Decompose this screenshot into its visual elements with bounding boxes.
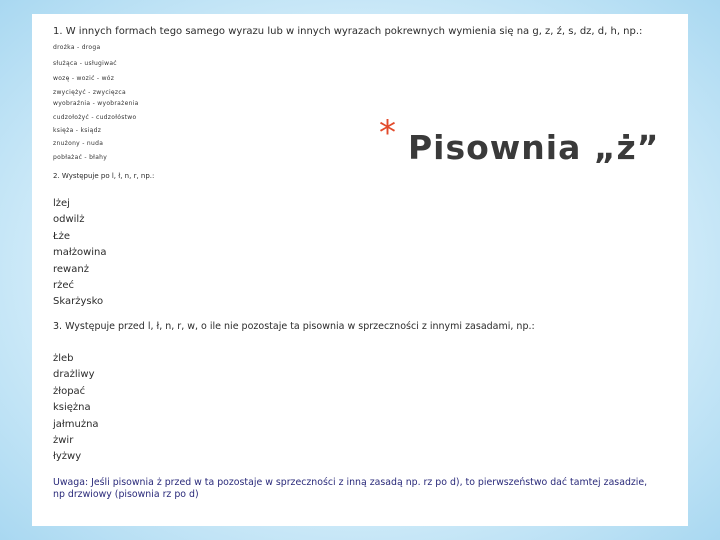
list-item: rżeć bbox=[53, 280, 75, 292]
title-asterisk: * bbox=[379, 113, 396, 153]
example-1-4: zwyciężyć - zwycięzca bbox=[53, 89, 126, 96]
list-item: żwir bbox=[53, 435, 74, 447]
list-item: lżej bbox=[53, 198, 70, 209]
list-item: żleb bbox=[53, 353, 74, 364]
list-item: odwilż bbox=[53, 214, 85, 226]
rule-3: 3. Występuje przed l, ł, n, r, w, o ile nie pozostaje ta pisownia w sprzeczności z innymi zasadami, np.: bbox=[53, 321, 535, 332]
example-1-7: księża - ksiądz bbox=[53, 127, 102, 134]
example-1-6: cudzołożyć - cudzołóstwo bbox=[53, 114, 137, 121]
list-item: jałmużna bbox=[53, 418, 99, 430]
list-item: Łże bbox=[53, 230, 71, 242]
note: Uwaga: Jeśli pisownia ż przed w ta pozostaje w sprzeczności z inną zasadą np. rz po d), to pierwszeństwo dać tamtej zasadzie, np drzwiowy (pisownia rz po d) bbox=[53, 477, 648, 500]
examples-2-list bbox=[53, 196, 107, 311]
list-item: Skarżysko bbox=[53, 296, 104, 308]
list-item: łyżwy bbox=[53, 451, 82, 463]
list-item: żłopać bbox=[53, 385, 86, 397]
examples-3-list bbox=[53, 351, 99, 466]
slide-panel bbox=[32, 14, 688, 526]
example-1-9: pobłażać - błahy bbox=[53, 154, 108, 161]
list-item: księżna bbox=[53, 402, 91, 414]
list-item: małżowina bbox=[53, 247, 107, 259]
example-1-8: znużony - nuda bbox=[53, 140, 104, 147]
rule-1: 1. W innych formach tego samego wyrazu lub w innych wyrazach pokrewnych wymienia się na g, z, ź, s, dz, d, h, np.: bbox=[53, 26, 643, 37]
list-item: drażliwy bbox=[53, 369, 95, 381]
rule-2: 2. Występuje po l, ł, n, r, np.: bbox=[53, 172, 155, 180]
example-1-3: wozę - wozić - wóz bbox=[53, 75, 115, 82]
example-1-1: drożka - droga bbox=[53, 44, 101, 51]
list-item: rewanż bbox=[53, 263, 89, 275]
example-1-2: służąca - usługiwać bbox=[53, 60, 117, 67]
slide-title: Pisownia „ż” bbox=[408, 128, 660, 167]
example-1-5: wyobraźnia - wyobrażenia bbox=[53, 100, 139, 107]
